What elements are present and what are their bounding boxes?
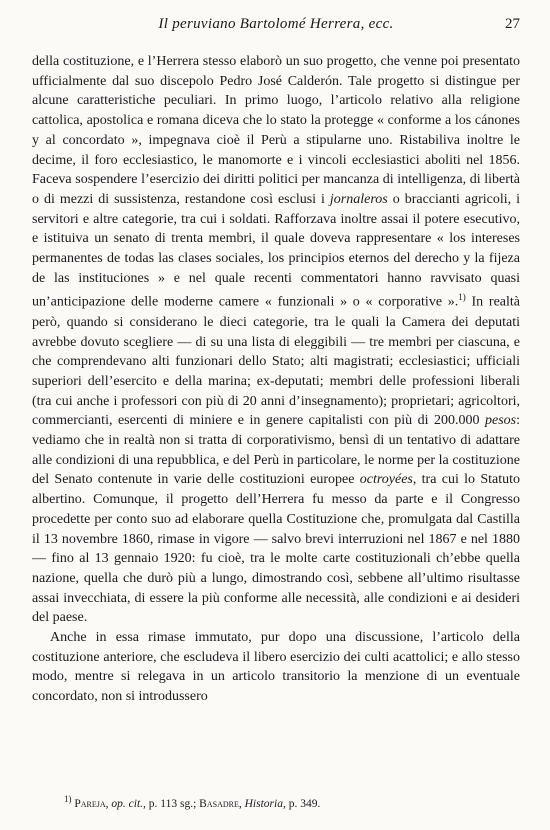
text-run: , bbox=[105, 797, 112, 810]
text-run: della costituzione, e l’Herrera stesso elaborò un suo progetto, che venne poi presentato ufficialmente dal suo discepolo Pedro José Calderón. Tale progetto si distingue per alcune caratteristiche peculiari. In primo luogo, l’articolo relativo alla religione cattolica, apostolica e romana diceva che lo stato la protegge « conforme a los cánones y al concordato », impegnava cioè il Perù a stipularne uno. Ristabiliva inoltre le decime, il foro ecclesiastico, le manomorte e i vincoli ecclesiastici aboliti nel 1856. Faceva sospendere l’esercizio dei diritti politici per mancanza di intelligenza, di libertà o di mezzi di sussistenza, restandone così esclusi i bbox=[32, 54, 520, 207]
page-header bbox=[32, 14, 520, 40]
page-number: 27 bbox=[505, 16, 520, 32]
text-run: Basadre bbox=[199, 797, 239, 810]
text-run: , tra cui lo Statuto albertino. Comunque, il progetto dell’Herrera fu messo da parte e il Congresso procedette per conto suo ad elaborare quella Costituzione che, promulgata dal Castilla il 13 novembre 1860, rimase in vigore — salvo brevi interruzioni nel 1867 e nel 1880 — fino al 13 gennaio 1920: fu cioè, tra le molte carte costituzionali ch’ebbe quella nazione, quella che durò più a lungo, dimostrando così, sebbene all’ultimo risultasse assai invecchiata, di essere la più conforme alle necessità, alle condizioni e ai desideri del paese. bbox=[32, 472, 520, 626]
footnote-marker: 1) bbox=[458, 292, 466, 303]
text-run: op. cit. bbox=[111, 797, 144, 810]
body-text bbox=[32, 52, 520, 707]
paragraph bbox=[32, 52, 520, 628]
text-run: In realtà però, quando si considerano le dieci categorie, tra le quali la Camera dei deputati avrebbe dovuto scegliere — di su una lista di eleggibili — tre membri per ciascuna, e che comprendevano alti funzionari dello Stato; alti magistrati; ecclesiastici; ufficiali superiori dell’esercito e della marina; ex-deputati; membri delle professioni liberali (tra cui anche i professori con più di 20 anni d’insegnamento); proprietari; agricoltori, commercianti, esercenti di miniere e in genere capitalisti con più di 200.000 bbox=[32, 295, 521, 429]
text-run: , p. 349. bbox=[282, 797, 321, 810]
text-run: Anche in essa rimase immutato, pur dopo una discussione, l’articolo della costituzione anteriore, che escludeva il libero esercizio dei culti acattolici; e allo stesso modo, mentre si relegava in un articolo transitorio la menzione di un eventuale concordato, non si introdussero bbox=[32, 630, 520, 705]
text-run: jornaleros bbox=[329, 191, 388, 207]
running-title: Il peruviano Bartolomé Herrera, ecc. bbox=[158, 16, 394, 32]
text-run: , p. 113 sg.; bbox=[143, 797, 200, 810]
footnote bbox=[64, 794, 524, 810]
text-run: Historia bbox=[244, 797, 283, 810]
text-run: Pareja bbox=[74, 797, 106, 810]
text-run: , bbox=[238, 797, 245, 810]
paragraph bbox=[32, 628, 520, 707]
text-run: octroyées bbox=[359, 472, 413, 488]
text-run: : vediamo che in realtà non si tratta di corporativismo, bensì di un tentativo di adattare alle condizioni di una repubblica, e del Perù in particolare, le norme per la costituzione del Senato contenute in varie delle costituzioni europee bbox=[32, 413, 520, 488]
text-run: o braccianti agricoli, i servitori e altre categorie, tra cui i soldati. Rafforzava inoltre assai il potere esecutivo, e istituiva un senato di trenta membri, il quale doveva rappresentare « los intereses permanentes de todas las clases sociales, los principios eternos del derecho y la fijeza de las instituciones » e nel quale recenti commentatori hanno ravvisato quasi un’anticipazione delle moderne camere « funzionali » o « corporative ». bbox=[32, 191, 520, 311]
footnote-marker: 1) bbox=[64, 794, 72, 804]
text-run: pesos bbox=[484, 413, 517, 429]
